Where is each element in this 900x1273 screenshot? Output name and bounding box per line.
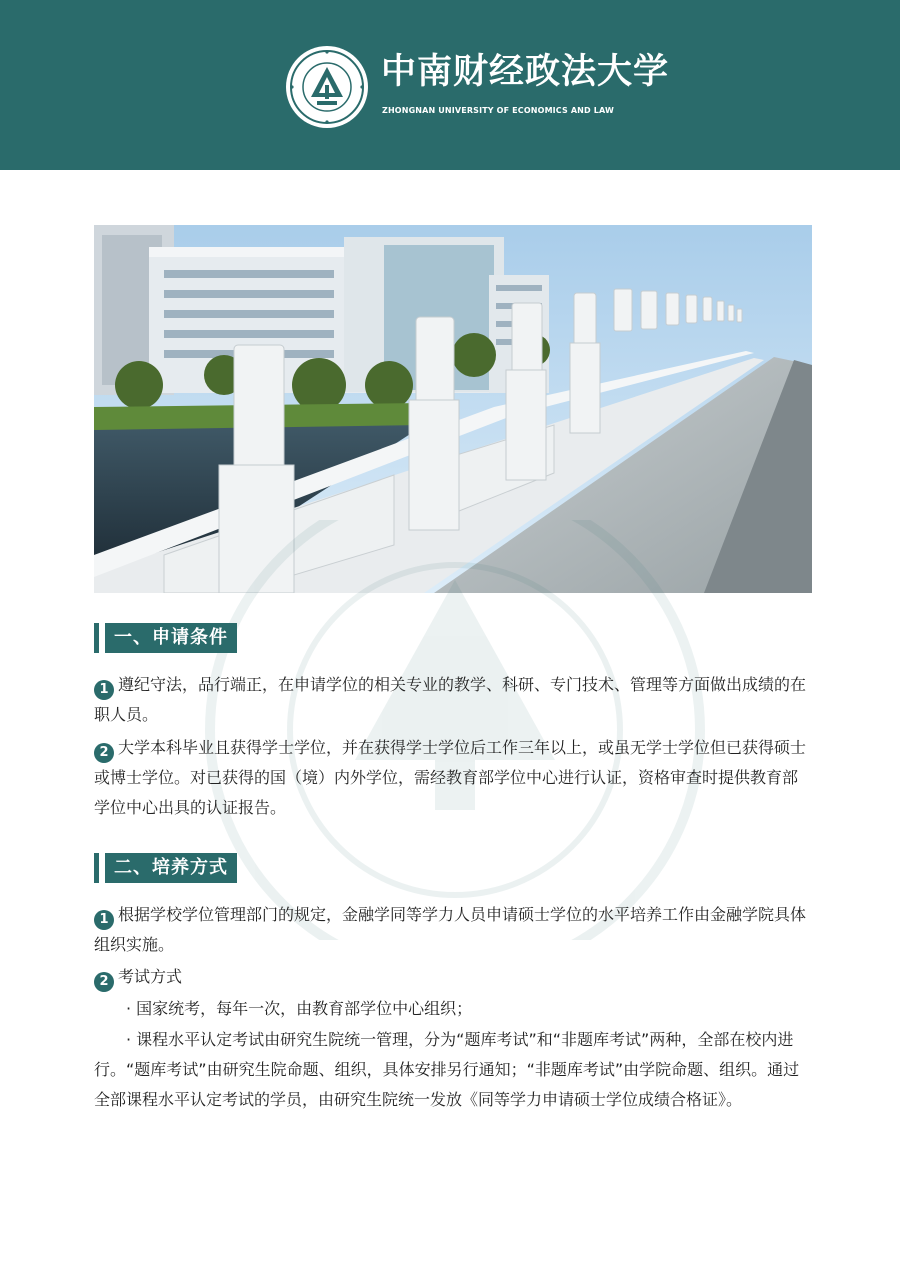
university-seal-icon (285, 45, 369, 129)
circled-number-icon: 1 (94, 910, 114, 930)
list-item (94, 670, 810, 730)
section-title: 一、申请条件 (105, 623, 237, 653)
bullet-item (94, 1025, 810, 1115)
university-name-cn: 中南财经政法大学 (381, 51, 670, 92)
list-item-text: 遵纪守法，品行端正，在申请学位的相关专业的教学、科研、专门技术、管理等方面做出成绩的在职人员。 (94, 675, 807, 724)
bullet-text: · 课程水平认定考试由研究生院统一管理，分为“题库考试”和“非题库考试”两种，全部在校内进行。“题库考试”由研究生院命题、组织，具体安排另行通知；“非题库考试”由学院命题、组织。通过全部课程水平认定考试的学员，由研究生院统一发放《同等学力申请硕士学位成绩合格证》。 (94, 1030, 800, 1109)
circled-number-icon: 1 (94, 680, 114, 700)
heading-accent-bar (94, 853, 99, 883)
university-logo (285, 45, 670, 129)
page-header (0, 0, 900, 170)
university-name-en: ZHONGNAN UNIVERSITY OF ECONOMICS AND LAW (382, 106, 614, 115)
bullet-item (94, 994, 810, 1024)
list-item-text: 考试方式 (118, 967, 183, 986)
list-item-text: 大学本科毕业且获得学士学位，并在获得学士学位后工作三年以上，或虽无学士学位但已获得硕士或博士学位。对已获得的国（境）内外学位，需经教育部学位中心进行认证，资格审查时提供教育部学位中心出具的认证报告。 (94, 738, 807, 817)
list-item (94, 962, 810, 992)
heading-accent-bar (94, 623, 99, 653)
circled-number-icon: 2 (94, 743, 114, 763)
bullet-text: · 国家统考，每年一次，由教育部学位中心组织； (126, 999, 473, 1018)
list-item (94, 900, 810, 960)
list-item (94, 733, 810, 823)
section-title: 二、培养方式 (105, 853, 237, 883)
list-item-text: 根据学校学位管理部门的规定，金融学同等学力人员申请硕士学位的水平培养工作由金融学院具体组织实施。 (94, 905, 807, 954)
campus-bridge-photo (94, 225, 812, 593)
circled-number-icon: 2 (94, 972, 114, 992)
